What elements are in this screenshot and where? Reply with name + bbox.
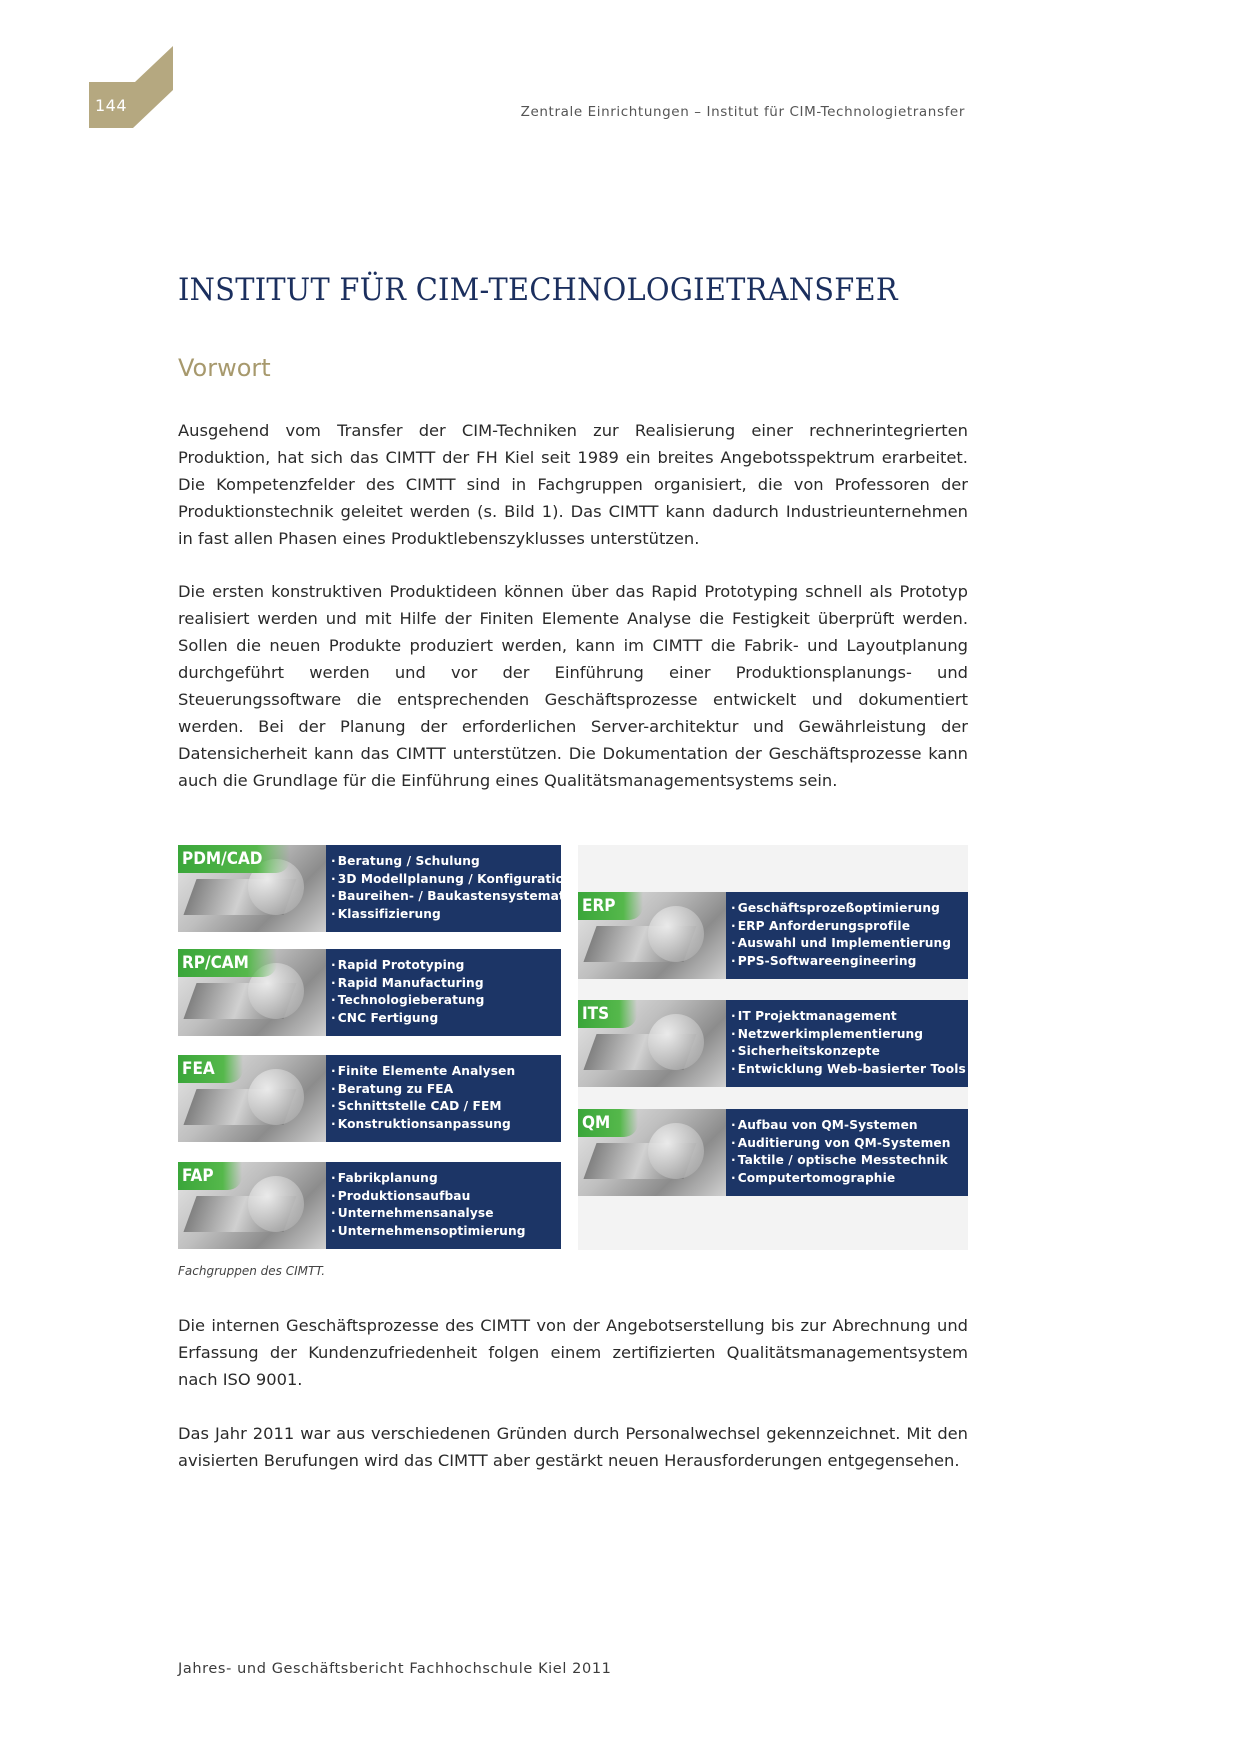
group-item: · Finite Elemente Analysen xyxy=(331,1063,515,1081)
group-tag: PDM/CAD xyxy=(178,845,290,873)
paragraph-outlook: Das Jahr 2011 war aus verschiedenen Gründen durch Personalwechsel gekennzeichnet. Mit den avisierten Berufungen wird das CIMTT aber gestärkt neuen Herausforderungen entgegensehen. xyxy=(178,1424,968,1470)
group-item-list xyxy=(726,1008,966,1078)
running-head: Zentrale Einrichtungen – Institut für CIM-Technologietransfer xyxy=(520,104,965,120)
group-item-list xyxy=(326,1170,526,1240)
group-item: · Beratung zu FEA xyxy=(331,1081,515,1099)
group-image-shape xyxy=(248,1176,304,1232)
group-item: · Konstruktionsanpassung xyxy=(331,1116,515,1134)
page-number: 144 xyxy=(95,96,128,115)
group-item-list xyxy=(326,1063,515,1133)
group-item: · Rapid Prototyping xyxy=(331,957,484,975)
group-tag: FEA xyxy=(178,1055,243,1083)
paragraph-quality: Die internen Geschäftsprozesse des CIMTT von der Angebotserstellung bis zur Abrechnung und Erfassung der Kundenzufriedenheit folgen einem zertifizierten Qualitätsmanagementsystem nach ISO 9001. xyxy=(178,1316,968,1389)
group-image-shape xyxy=(648,1123,704,1179)
paragraph-intro: Ausgehend vom Transfer der CIM-Techniken zur Realisierung einer rechnerintegrierten Produktion, hat sich das CIMTT der FH Kiel seit 1989 ein breites Angebotsspektrum erarbeitet. Die Kompetenzfelder des CIMTT sind in Fachgruppen organisiert, die von Professoren der Produktionstechnik geleitet werden (s. Bild 1). Das CIMTT kann dadurch Industrieunternehmen in fast allen Phasen eines Produktlebenszyklusses unterstützen. xyxy=(178,421,968,548)
group-item: · Netzwerkimplementierung xyxy=(731,1026,966,1044)
page-footer: Jahres- und Geschäftsbericht Fachhochschule Kiel 2011 xyxy=(178,1661,612,1677)
group-item-list xyxy=(326,957,484,1027)
group-item: · Sicherheitskonzepte xyxy=(731,1043,966,1061)
page-number-badge xyxy=(89,46,173,128)
group-item: · Geschäftsprozeßoptimierung xyxy=(731,900,951,918)
group-qm xyxy=(578,1109,968,1196)
group-item: · Klassifizierung xyxy=(331,906,577,924)
group-rp-cam xyxy=(178,949,561,1036)
group-item: · ERP Anforderungsprofile xyxy=(731,918,951,936)
group-item: · Auditierung von QM-Systemen xyxy=(731,1135,951,1153)
group-item: · Aufbau von QM-Systemen xyxy=(731,1117,951,1135)
group-item: · Computertomographie xyxy=(731,1170,951,1188)
group-item: · Unternehmensanalyse xyxy=(331,1205,526,1223)
group-its xyxy=(578,1000,968,1087)
figure-caption: Fachgruppen des CIMTT. xyxy=(178,1264,326,1278)
group-item: · PPS-Softwareengineering xyxy=(731,953,951,971)
group-fap xyxy=(178,1162,561,1249)
group-image-shape xyxy=(648,906,704,962)
group-item-list xyxy=(726,1117,951,1187)
section-heading: Vorwort xyxy=(178,354,271,382)
group-item: · Unternehmensoptimierung xyxy=(331,1223,526,1241)
fachgruppen-figure xyxy=(178,845,968,1250)
group-fea xyxy=(178,1055,561,1142)
group-item: · Technologieberatung xyxy=(331,992,484,1010)
group-item-list xyxy=(326,853,577,923)
group-pdm-cad xyxy=(178,845,578,932)
group-image-shape xyxy=(248,1069,304,1125)
group-item: · CNC Fertigung xyxy=(331,1010,484,1028)
group-tag: RP/CAM xyxy=(178,949,277,977)
group-item: · Schnittstelle CAD / FEM xyxy=(331,1098,515,1116)
group-item: · Taktile / optische Messtechnik xyxy=(731,1152,951,1170)
page-badge-shape xyxy=(89,46,173,128)
group-tag: ITS xyxy=(578,1000,637,1028)
group-item: · 3D Modellplanung / Konfiguration xyxy=(331,871,577,889)
group-item: · Rapid Manufacturing xyxy=(331,975,484,993)
group-item: · Beratung / Schulung xyxy=(331,853,577,871)
group-tag: QM xyxy=(578,1109,638,1137)
group-item-list xyxy=(726,900,951,970)
group-image-shape xyxy=(648,1014,704,1070)
group-item: · IT Projektmanagement xyxy=(731,1008,966,1026)
group-item: · Fabrikplanung xyxy=(331,1170,526,1188)
group-item: · Entwicklung Web-basierter Tools xyxy=(731,1061,966,1079)
group-item: · Auswahl und Implementierung xyxy=(731,935,951,953)
group-erp xyxy=(578,892,968,979)
paragraph-services: Die ersten konstruktiven Produktideen können über das Rapid Prototyping schnell als Prototyp realisiert werden und mit Hilfe der Finiten Elemente Analyse die Festigkeit überprüft werden. Sollen die neuen Produkte produziert werden, kann im CIMTT die Fabrik- und Layoutplanung durchgeführt werden und vor der Einführung einer Produktionsplanungs- und Steuerungssoftware die entsprechenden Geschäftsprozesse entwickelt und dokumentiert werden. Bei der Planung der erforderlichen Server-architektur und Gewährleistung der Datensicherheit kann das CIMTT unterstützen. Die Dokumentation der Geschäftsprozesse kann auch die Grundlage für die Einführung eines Qualitätsmanagementsystems sein. xyxy=(178,582,968,790)
group-item: · Produktionsaufbau xyxy=(331,1188,526,1206)
group-tag: ERP xyxy=(578,892,643,920)
group-tag: FAP xyxy=(178,1162,242,1190)
group-item: · Baureihen- / Baukastensystematik xyxy=(331,888,577,906)
page-title: INSTITUT FÜR CIM-TECHNOLOGIETRANSFER xyxy=(178,272,898,308)
